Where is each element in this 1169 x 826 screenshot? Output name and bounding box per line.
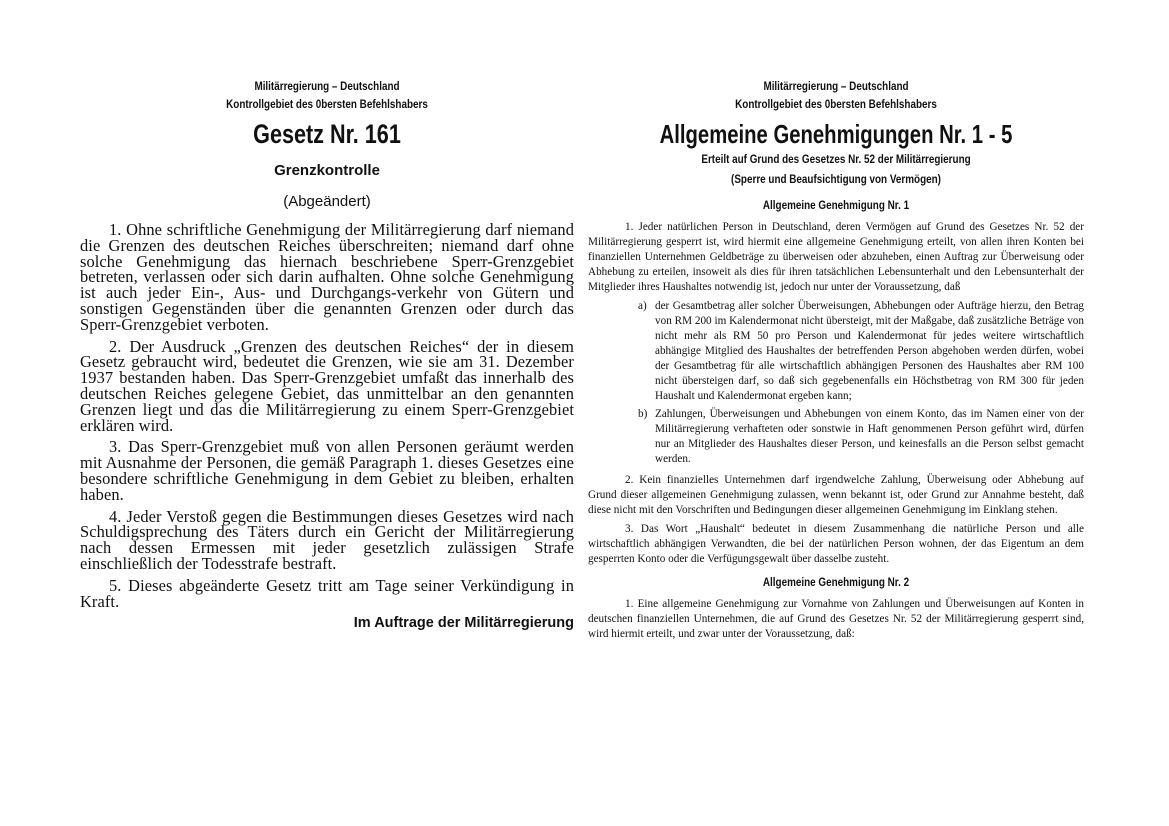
law-paragraph-4: 4. Jeder Verstoß gegen die Bestimmungen dieses Gesetzes wird nach Schuldigsprechung des Täters durch ein Gericht der Militärregierung nach dessen Ermessen mit jeder gesetzlich zulässigen Strafe einschließlich der Todesstrafe bestraft. <box>80 506 574 573</box>
condition-list <box>638 299 1084 467</box>
left-page <box>80 78 574 631</box>
section-2-paragraph-1: 1. Eine allgemeine Genehmigung zur Vornahme von Zahlungen und Überweisungen auf Konten in deutschen finanziellen Unternehmen, die auf Grund des Gesetzes Nr. 52 der Militärregierung gesperrt sind, wird hiermit erteilt, und zwar unter der Voraussetzung, daß: <box>588 598 1084 640</box>
right-header-line-1: Militärregierung – Deutschland <box>763 81 909 93</box>
left-header-line-1: Militärregierung – Deutschland <box>254 81 400 93</box>
condition-label-b: b) <box>638 408 648 420</box>
right-page <box>588 78 1084 646</box>
law-paragraph-5: 5. Dieses abgeänderte Gesetz tritt am Tage seiner Verkündigung in Kraft. <box>80 575 574 611</box>
law-title: Gesetz Nr. 161 <box>253 119 401 149</box>
section-1-paragraph-3: 3. Das Wort „Haushalt“ bedeutet in diesem Zusammenhang die natürliche Person und alle wirtschaftlich abhängigen Verwandten, die bei der natürlichen Person wohnen, der das Eigentum an dem gesperrten Konto oder die Verfügungsgewalt über dasselbe zusteht. <box>588 523 1084 565</box>
permits-subtitle-1: Erteilt auf Grund des Gesetzes Nr. 52 der Militärregierung <box>701 154 971 166</box>
left-header-line-2: Kontrollgebiet des 0bersten Befehlshabers <box>226 99 428 111</box>
permits-title: Allgemeine Genehmigungen Nr. 1 - 5 <box>659 119 1013 149</box>
condition-item-a <box>638 299 1084 404</box>
condition-label-a: a) <box>638 300 647 312</box>
signature-line: Im Auftrage der Militärregierung <box>353 615 574 632</box>
section-1-title: Allgemeine Genehmigung Nr. 1 <box>762 200 910 212</box>
law-subtitle: Grenzkontrolle <box>274 162 380 179</box>
law-paragraph-2: 2. Der Ausdruck „Grenzen des deutschen Reiches“ der in diesem Gesetz gebraucht wird, bedeutet die Grenzen, wie sie am 31. Dezember 1937 bestanden haben. Das Sperr-Grenzgebiet umfaßt das innerhalb des deutschen Reiches gelegene Gebiet, das unmittelbar an den genannten Grenzen liegt und das die Militärregierung zu einem Sperr-Grenzgebiet erklären wird. <box>80 336 574 435</box>
condition-item-b <box>638 407 1084 467</box>
permits-subtitle-2: (Sperre und Beaufsichtigung von Vermögen) <box>731 174 941 186</box>
amended-note: (Abgeändert) <box>283 193 371 210</box>
law-paragraph-3: 3. Das Sperr-Grenzgebiet muß von allen Personen geräumt werden mit Ausnahme der Personen, die gemäß Paragraph 1. dieses Gesetzes eine besondere schriftliche Genehmigung in dem Gebiet zu bleiben, erhalten haben. <box>80 437 574 504</box>
condition-text-b: Zahlungen, Überweisungen und Abhebungen von einem Konto, das im Namen einer von der Militärregierung verhafteten oder sonstwie in Haft genommenen Person geführt wird, dürfen nur an Mitglieder des Haushaltes dieser Person, und keinesfalls an die Person selbst gemacht werden. <box>655 408 1084 465</box>
right-header-line-2: Kontrollgebiet des 0bersten Befehlshabers <box>735 99 937 111</box>
section-1-paragraph-2: 2. Kein finanzielles Unternehmen darf irgendwelche Zahlung, Überweisung oder Abhebung auf Grund dieser allgemeinen Genehmigung zulassen, wenn bekannt ist, oder Grund zur Annahme besteht, daß diese nicht mit den Vorschriften und Bedingungen dieser allgemeinen Genehmigung im Einklang stehen. <box>588 474 1084 516</box>
law-paragraph-1: 1. Ohne schriftliche Genehmigung der Militärregierung darf niemand die Grenzen des deutschen Reiches überschreiten; niemand darf ohne solche Genehmigung das hiernach beschriebene Sperr-Grenzgebiet betreten, verlassen oder sich darin aufhalten. Ohne solche Genehmigung ist auch jeder Ein-, Aus- und Durchgangs-verkehr von Gütern und sonstigen Gegenständen über die genannten Grenzen oder durch das Sperr-Grenzgebiet verboten. <box>80 220 574 334</box>
section-2-title: Allgemeine Genehmigung Nr. 2 <box>762 577 910 589</box>
condition-text-a: der Gesamtbetrag aller solcher Überweisungen, Abhebungen oder Aufträge hierzu, den Betrag von RM 200 im Kalendermonat nicht übersteigt, mit der Maßgabe, daß zusätzliche Beträge von nicht mehr als RM 50 pro Person und Kalendermonat für jedes weitere wirtschaftlich abhängige Mitglied des Haushaltes der betreffenden Person abgehoben werden dürfen, wobei der Gesamtbetrag für alle wirtschaftlich abhängigen Personen des Haushaltes aber RM 100 nicht übersteigen darf, so daß sich gegebenenfalls ein Höchstbetrag von RM 300 für jeden Haushalt und Kalendermonat ergeben kann; <box>655 300 1084 402</box>
section-1-paragraph-1: 1. Jeder natürlichen Person in Deutschland, deren Vermögen auf Grund des Gesetzes Nr. 52 der Militärregierung gesperrt ist, wird hiermit eine allgemeine Genehmigung erteilt, von allen ihren Konten bei finanziellen Unternehmen Geldbeträge zu überweisen oder abzuheben, einen Auftrag zur Überweisung oder Abhebung zu erteilen, insoweit als dies für ihren tatsächlichen Lebensunterhalt und den Lebensunterhalt der Mitglieder ihres Haushaltes notwendig ist, jedoch nur unter der Voraussetzung, daß <box>588 221 1084 293</box>
